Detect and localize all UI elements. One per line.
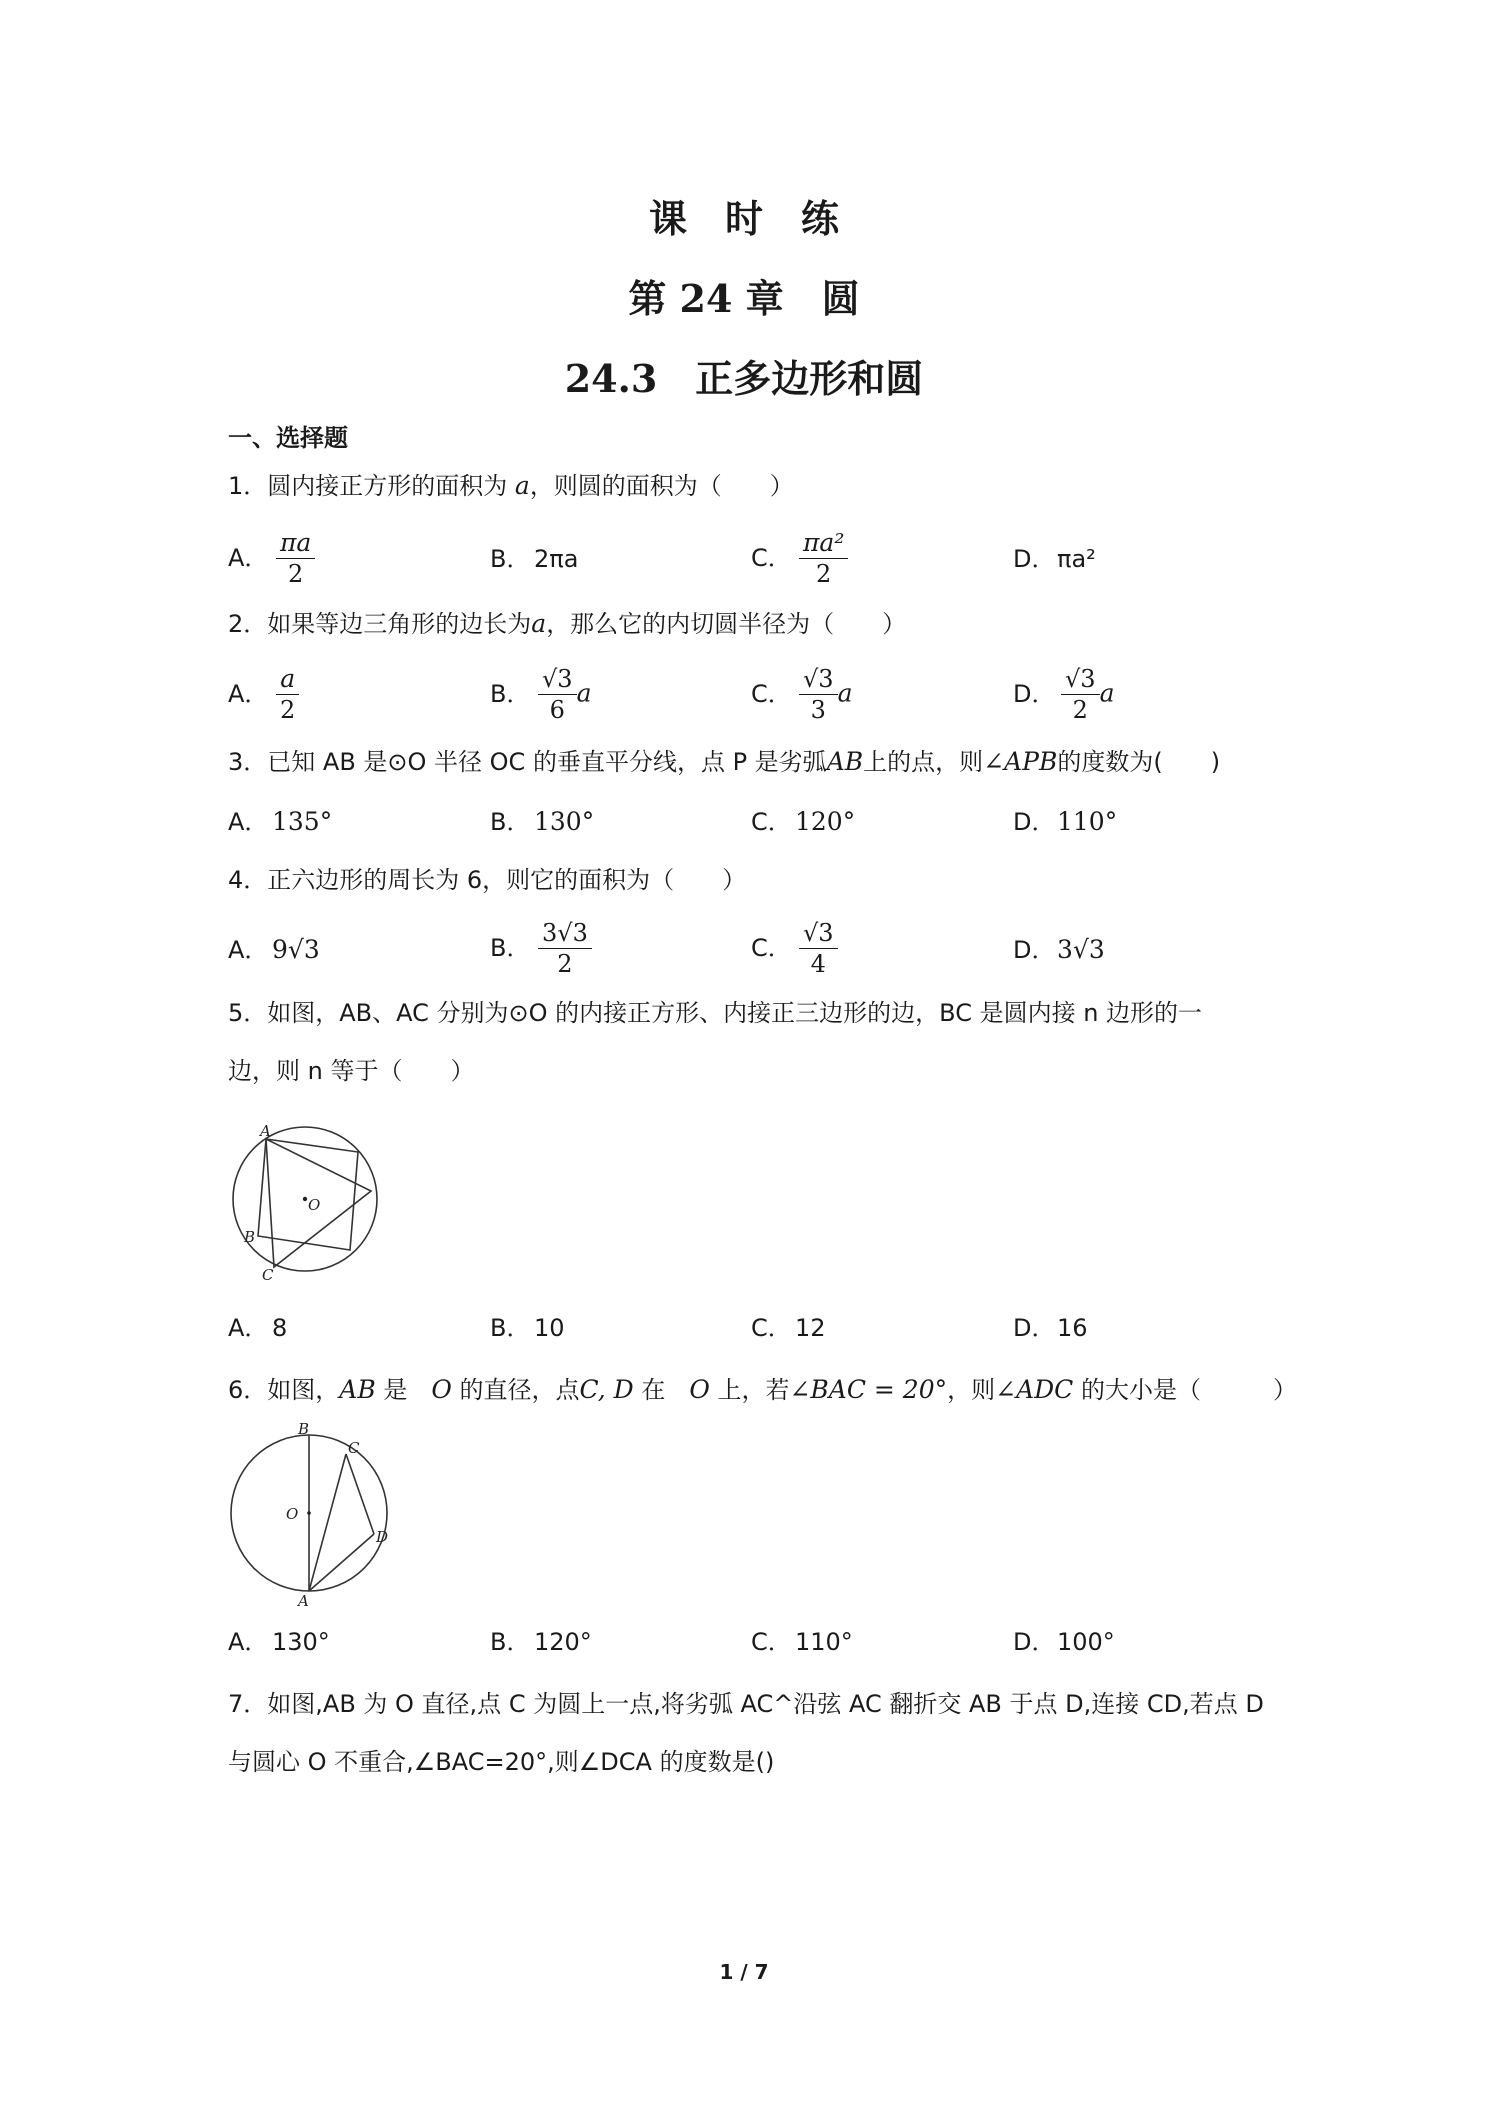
q4-option-a[interactable]: A． 9√3 — [228, 935, 320, 964]
question-4: 4．正六边形的周长为 6，则它的面积为（ ） — [228, 866, 747, 894]
q2-option-a[interactable]: A． $\frac{a}{2}$ — [228, 664, 299, 725]
q6-option-c[interactable]: C． 110° — [751, 1628, 853, 1656]
q6-chord-ac — [309, 1454, 346, 1591]
q5-option-c[interactable]: C． 12 — [751, 1314, 826, 1342]
q4-option-d[interactable]: D．3√3 — [1013, 935, 1105, 964]
q1-option-a[interactable]: A． $\frac{\pi a}{2}$ — [228, 528, 315, 589]
q6-option-a[interactable]: A． 130° — [228, 1628, 330, 1656]
question-5-line-1: 5．如图，AB、AC 分别为⊙O 的内接正方形、内接正三边形的边，BC 是圆内接 n 边形的一 — [228, 999, 1203, 1027]
question-2: 2．如果等边三角形的边长为a，那么它的内切圆半径为（ ） — [228, 609, 907, 638]
q5-center-point — [303, 1197, 307, 1201]
q6-label-c: C — [348, 1439, 360, 1457]
q2-option-d[interactable]: D． $\frac{√3}{2}$ a — [1013, 665, 1115, 724]
q5-option-d[interactable]: D．16 — [1013, 1314, 1088, 1342]
q5-option-b[interactable]: B． 10 — [490, 1314, 565, 1342]
q6-label-d: D — [376, 1528, 389, 1546]
q5-option-a[interactable]: A． 8 — [228, 1314, 288, 1342]
q6-chord-da — [309, 1534, 374, 1591]
question-7-line-2: 与圆心 O 不重合,∠BAC=20°,则∠DCA 的度数是() — [228, 1748, 775, 1776]
q2-option-b[interactable]: B． $\frac{√3}{6}$ a — [490, 665, 592, 724]
question-7-line-1: 7．如图,AB 为 O 直径,点 C 为圆上一点,将劣弧 AC^沿弦 AC 翻折交 AB 于点 D,连接 CD,若点 D — [228, 1690, 1264, 1718]
q6-option-d[interactable]: D．100° — [1013, 1628, 1115, 1656]
q5-label-o: O — [308, 1196, 321, 1214]
q5-figure — [222, 1118, 382, 1280]
q6-label-o: O — [286, 1505, 299, 1523]
q6-option-b[interactable]: B． 120° — [490, 1628, 592, 1656]
page-number: 1 / 7 — [719, 1960, 769, 1984]
q1-option-c[interactable]: C． $\frac{\text{πa²}}{2}$ — [751, 528, 848, 589]
section-heading: 一、选择题 — [228, 424, 348, 452]
q6-label-b: B — [298, 1420, 310, 1438]
q3-option-a[interactable]: A． 135° — [228, 807, 333, 836]
question-6: 6．如图，AB 是 O 的直径，点C, D 在 O 上，若∠BAC = 20°，则∠ADC 的大小是（ ） — [228, 1375, 1297, 1404]
section-title: 24.3 正多边形和圆 — [564, 356, 924, 401]
doc-title: 课 时 练 — [648, 196, 839, 241]
q2-option-c[interactable]: C． $\frac{√3}{3}$ a — [751, 665, 853, 724]
q3-option-c[interactable]: C． 120° — [751, 807, 856, 836]
question-5-line-2: 边，则 n 等于（ ） — [228, 1057, 475, 1085]
q6-chord-cd — [346, 1454, 374, 1534]
q5-label-b: B — [244, 1228, 256, 1246]
q6-label-a: A — [298, 1592, 309, 1606]
q5-square — [258, 1139, 358, 1250]
q1-option-b[interactable]: B． 2πa — [490, 545, 579, 573]
q3-option-b[interactable]: B． 130° — [490, 807, 595, 836]
question-3: 3．已知 AB 是⊙O 半径 OC 的垂直平分线，点 P 是劣弧AB上的点，则∠APB的度数为( ) — [228, 747, 1221, 776]
q4-option-c[interactable]: C． $\frac{√3}{4}$ — [751, 918, 838, 979]
q5-label-a: A — [260, 1122, 271, 1140]
q5-label-c: C — [262, 1266, 274, 1280]
q6-center-point — [307, 1511, 311, 1515]
q6-figure — [226, 1420, 406, 1606]
question-1: 1．圆内接正方形的面积为 a，则圆的面积为（ ） — [228, 471, 794, 500]
q4-option-b[interactable]: B． $\frac{3√3}{2}$ — [490, 918, 592, 979]
chapter-title: 第 24 章 圆 — [628, 276, 860, 321]
q3-option-d[interactable]: D．110° — [1013, 807, 1118, 836]
q1-option-d[interactable]: D．πa² — [1013, 545, 1096, 573]
